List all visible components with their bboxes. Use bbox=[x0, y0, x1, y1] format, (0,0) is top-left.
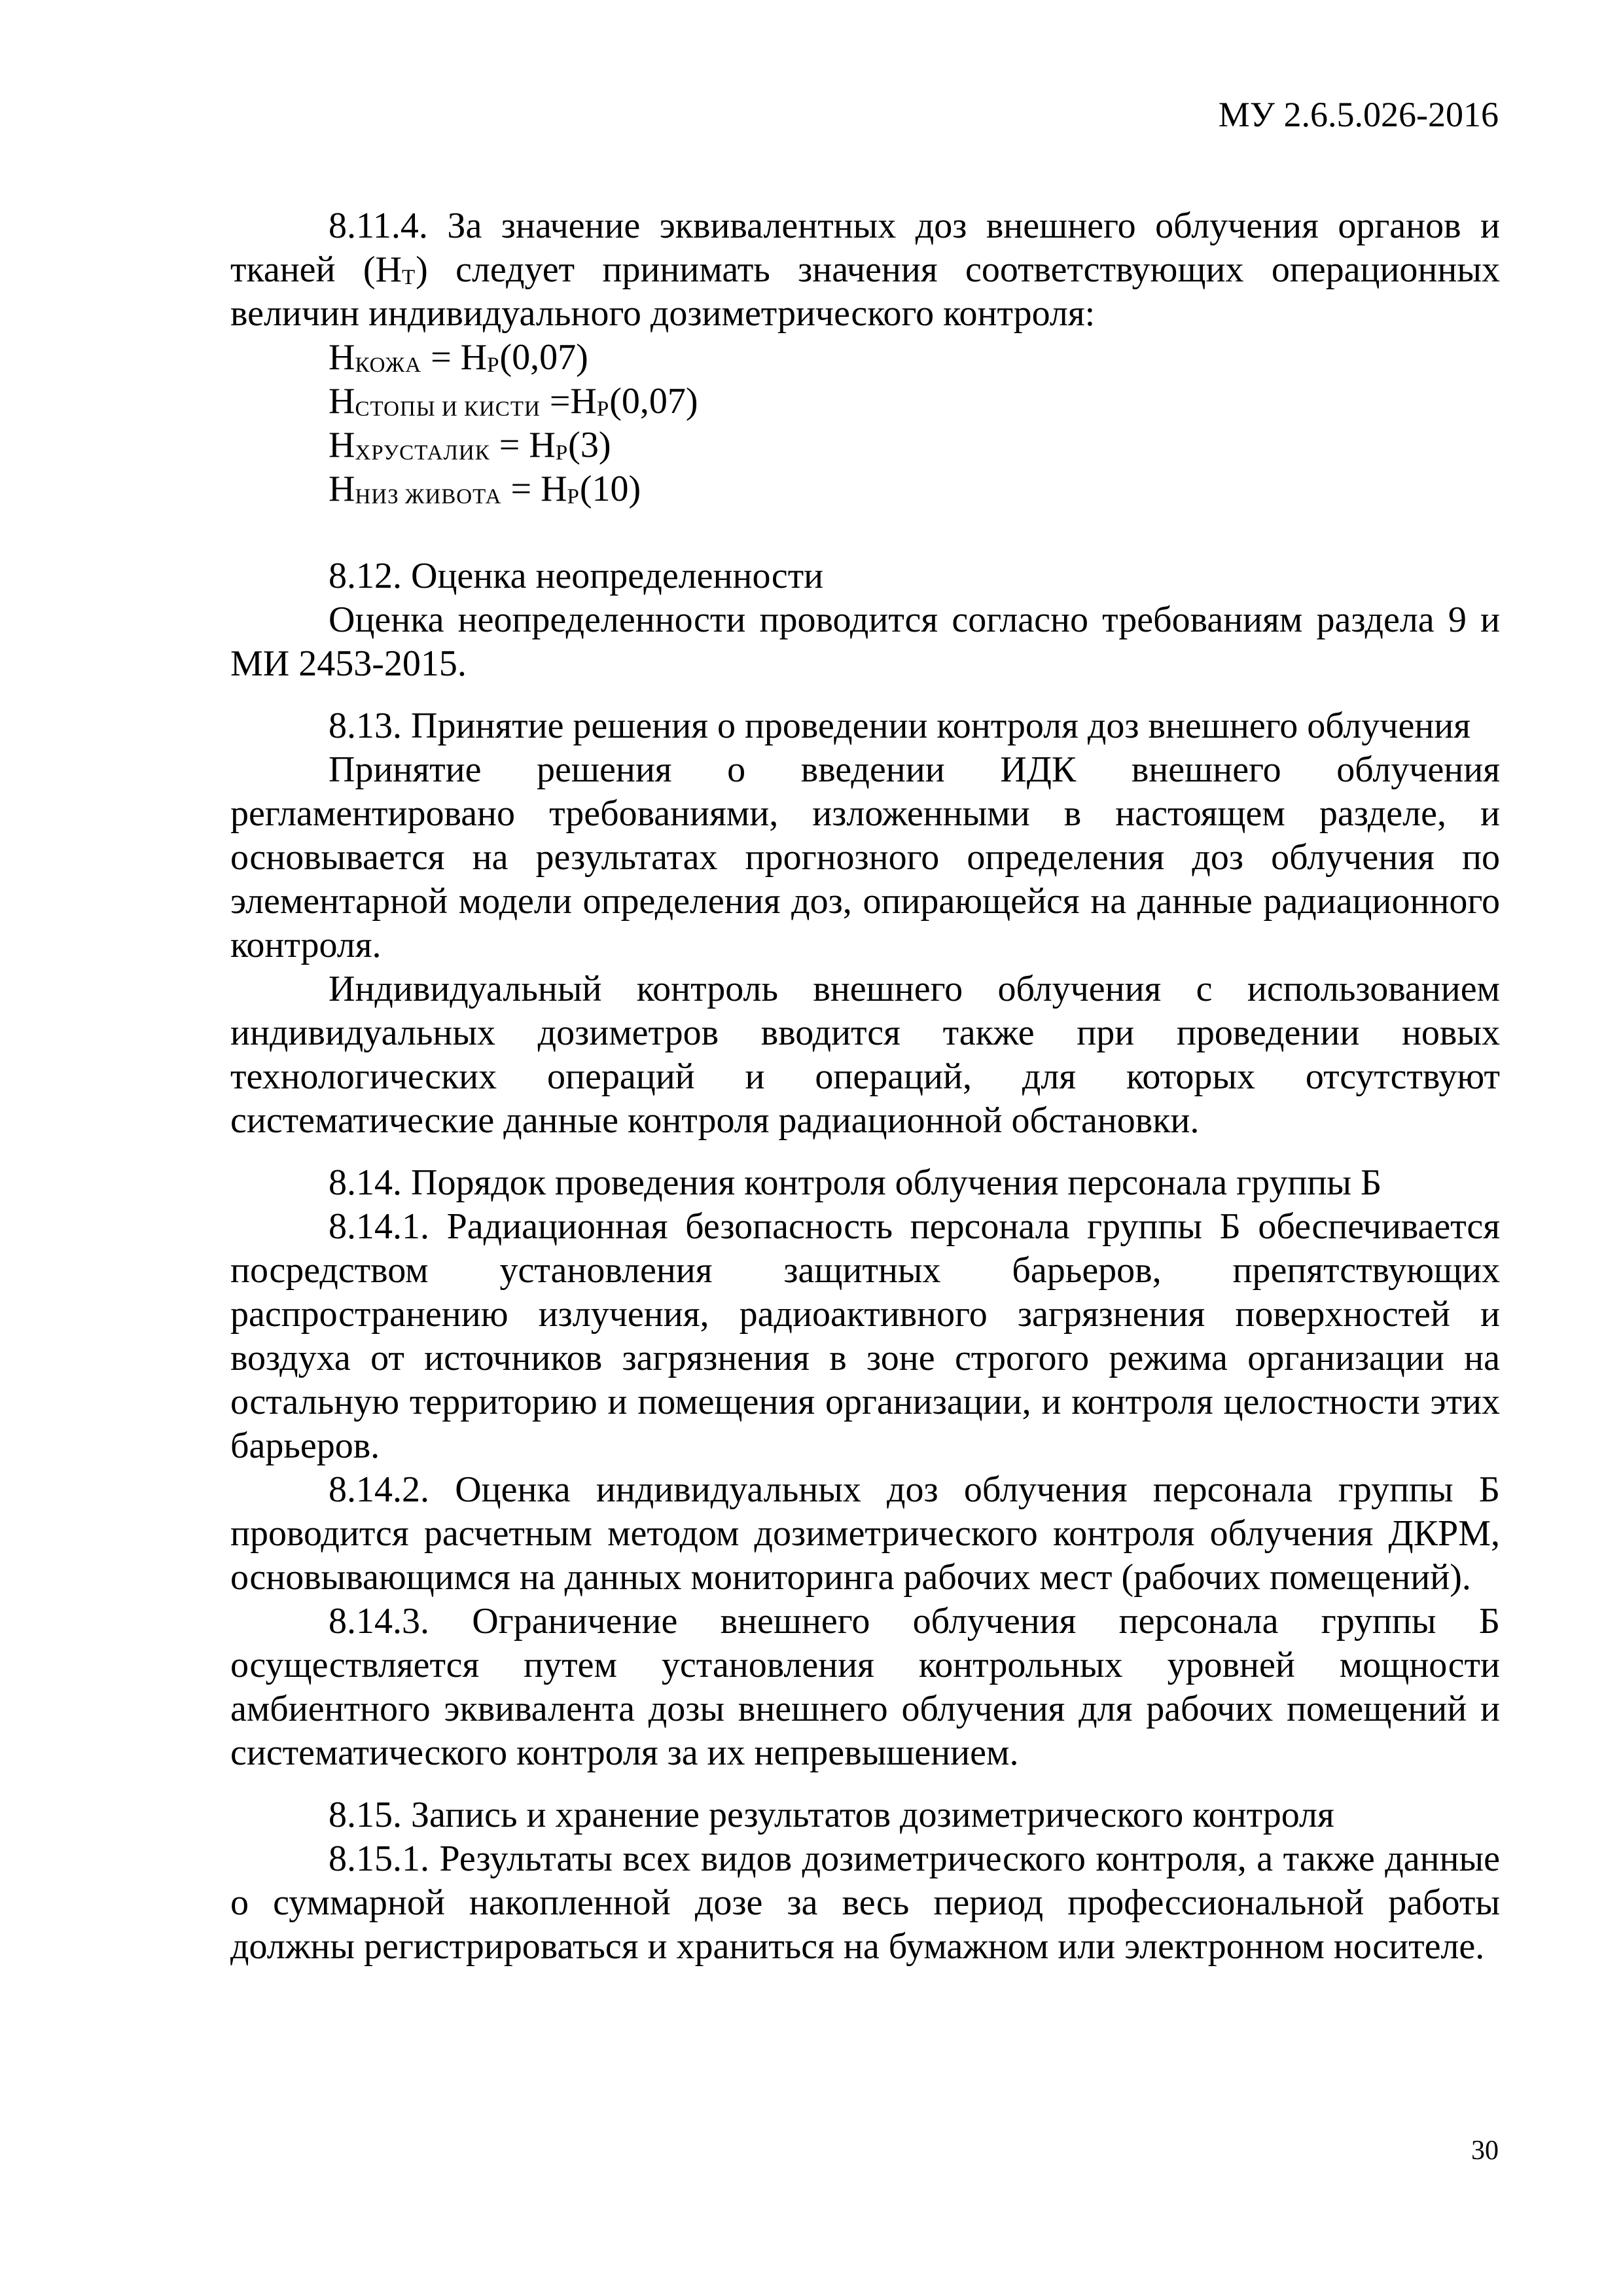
formula-feet-hands bbox=[230, 380, 1500, 423]
formula-lower-abdomen bbox=[230, 467, 1500, 511]
subscript-t: Т bbox=[401, 266, 416, 289]
formula-rhs: Н bbox=[541, 469, 567, 509]
formula-lhs: Н bbox=[329, 469, 355, 509]
formula-rhs-subscript: Р bbox=[567, 485, 580, 509]
paragraph-8-15-1: 8.15.1. Результаты всех видов дозиметрического контроля, а также данные о суммарной накопленной дозе за весь период профессиональной работы должны регистрироваться и храниться на бумажном или электронном носителе. bbox=[230, 1839, 1500, 1967]
formula-rhs: Н bbox=[460, 337, 488, 378]
formula-argument: (10) bbox=[579, 469, 641, 509]
formula-lhs: Н bbox=[329, 425, 355, 465]
formula-argument: (3) bbox=[568, 425, 611, 465]
formula-lhs-subscript: ХРУСТАЛИК bbox=[355, 441, 490, 465]
formula-argument: (0,07) bbox=[609, 381, 698, 422]
formula-lhs-subscript: КОЖА bbox=[355, 353, 422, 377]
formula-rhs: Н bbox=[529, 425, 556, 465]
paragraph-8-14-2: 8.14.2. Оценка индивидуальных доз облучения персонала группы Б проводится расчетным методом дозиметрического контроля облучения ДКРМ, основывающимся на данных мониторинга рабочих мест (рабочих помещений). bbox=[230, 1469, 1500, 1598]
formula-lhs-subscript: НИЗ ЖИВОТА bbox=[355, 485, 502, 509]
paragraph-8-11-4-text: 8.11.4. За значение эквивалентных доз внешнего облучения органов и тканей (Н bbox=[230, 206, 1500, 290]
formula-rhs: Н bbox=[570, 381, 597, 422]
heading-8-15: 8.15. Запись и хранение результатов дозиметрического контроля bbox=[329, 1795, 1334, 1835]
formula-lens bbox=[230, 423, 1500, 467]
formula-equals: = bbox=[501, 469, 541, 509]
formula-skin bbox=[230, 336, 1500, 380]
formula-equals: = bbox=[421, 337, 461, 378]
formula-equals: = bbox=[540, 381, 571, 422]
heading-8-13: 8.13. Принятие решения о проведении контроля доз внешнего облучения bbox=[329, 706, 1471, 746]
heading-8-14: 8.14. Порядок проведения контроля облучения персонала группы Б bbox=[329, 1162, 1382, 1203]
paragraph-8-11-4-text-after: ) следует принимать значения соответствующих операционных величин индивидуального дозиметрического контроля: bbox=[230, 249, 1500, 334]
paragraph-8-11-4 bbox=[230, 204, 1500, 336]
formula-lhs: Н bbox=[329, 381, 355, 422]
formula-rhs-subscript: Р bbox=[555, 441, 569, 465]
heading-8-12: 8.12. Оценка неопределенности bbox=[329, 556, 824, 596]
formula-lhs-subscript: СТОПЫ И КИСТИ bbox=[355, 397, 541, 421]
formula-list bbox=[230, 336, 1500, 511]
paragraph-8-14-1: 8.14.1. Радиационная безопасность персонала группы Б обеспечивается посредством установления защитных барьеров, препятствующих распространению излучения, радиоактивного загрязнения поверхностей и воздуха от источников загрязнения в зоне строгого режима организации на остальную территорию и помещения организации, и контроля целостности этих барьеров. bbox=[230, 1206, 1500, 1466]
formula-equals: = bbox=[490, 425, 529, 465]
page-content bbox=[230, 204, 1500, 1969]
paragraph-8-12: Оценка неопределенности проводится согласно требованиям раздела 9 и МИ 2453-2015. bbox=[230, 600, 1500, 684]
paragraph-8-13-2: Индивидуальный контроль внешнего облучения с использованием индивидуальных дозиметров вводится также при проведении новых технологических операций и операций, для которых отсутствуют систематические данные контроля радиационной обстановки. bbox=[230, 969, 1500, 1141]
formula-argument: (0,07) bbox=[499, 337, 588, 378]
document-code: МУ 2.6.5.026-2016 bbox=[1218, 95, 1499, 134]
paragraph-8-13-1: Принятие решения о введении ИДК внешнего облучения регламентировано требованиями, изложенными в настоящем разделе, и основывается на результатах прогнозного определения доз облучения по элементарной модели определения доз, опирающейся на данные радиационного контроля. bbox=[230, 749, 1500, 965]
paragraph-8-14-3: 8.14.3. Ограничение внешнего облучения персонала группы Б осуществляется путем установления контрольных уровней мощности амбиентного эквивалента дозы внешнего облучения для рабочих помещений и систематического контроля за их непревышением. bbox=[230, 1601, 1500, 1773]
formula-rhs-subscript: Р bbox=[596, 397, 610, 421]
formula-lhs: Н bbox=[329, 337, 355, 378]
formula-rhs-subscript: Р bbox=[487, 353, 500, 377]
page-number: 30 bbox=[1471, 2136, 1499, 2166]
